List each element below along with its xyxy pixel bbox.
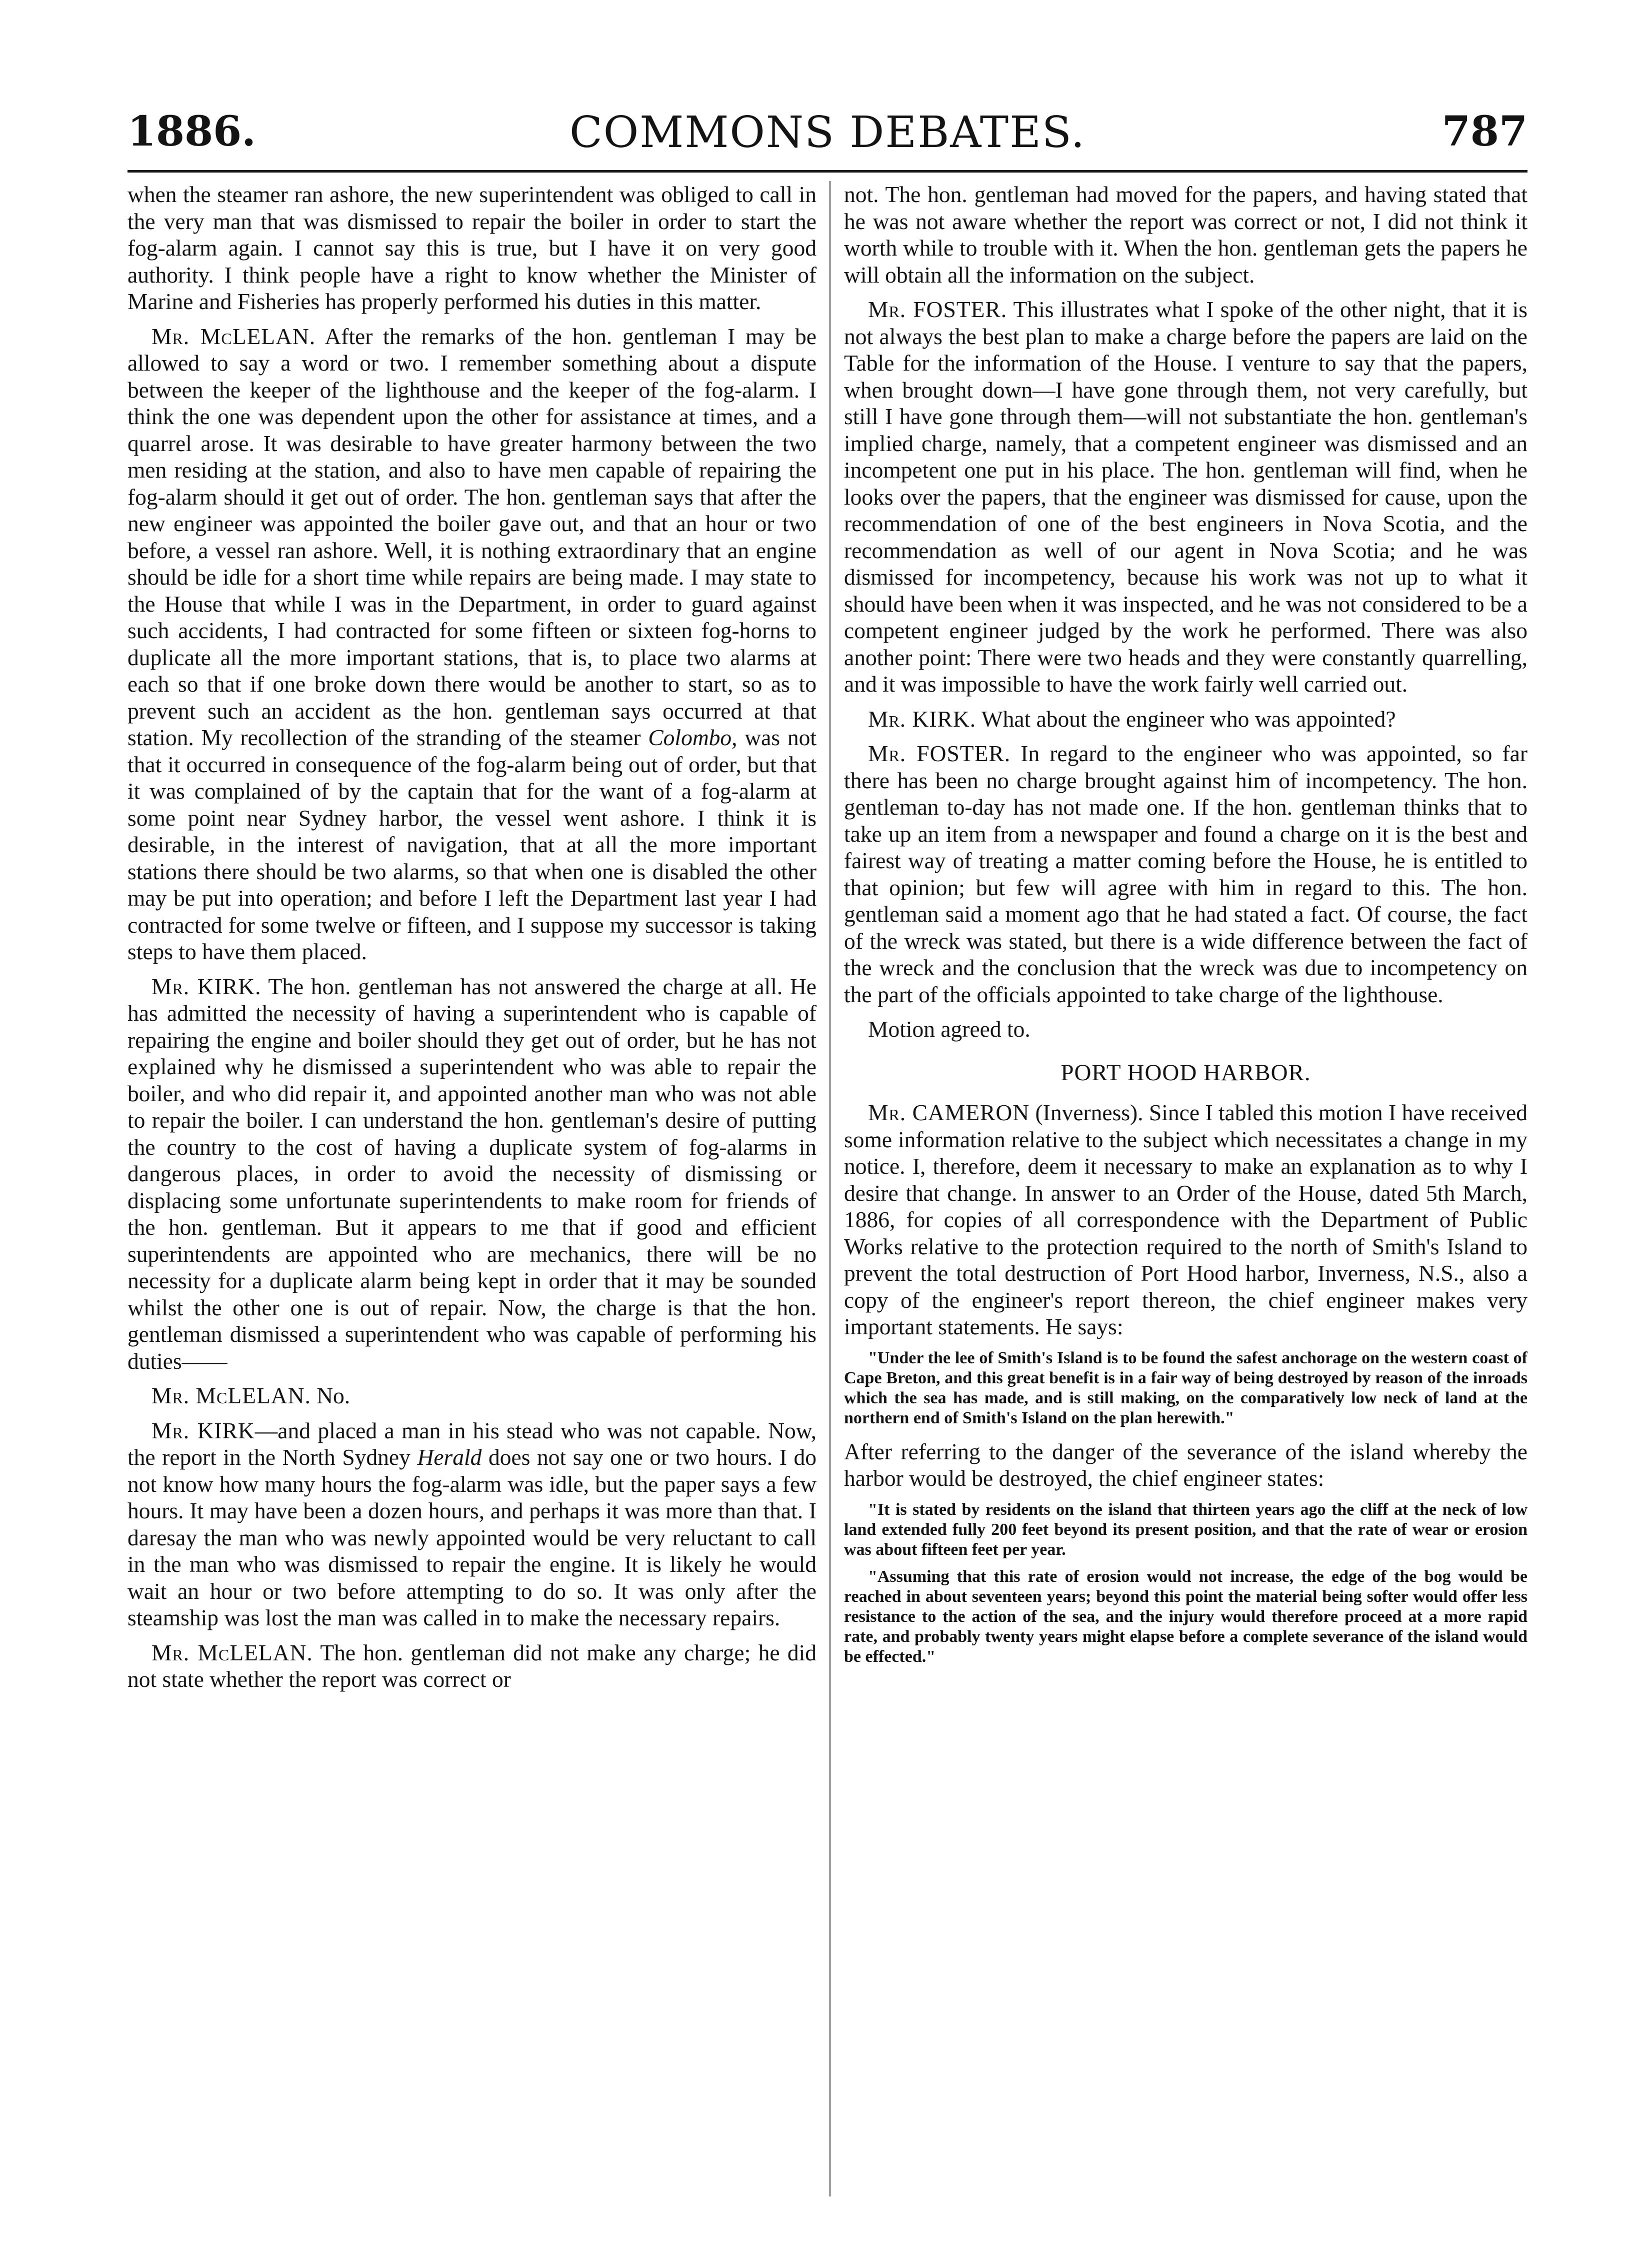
speech-text: In regard to the engineer who was appointed, so far there has been no charge brought against him of incompetency. The hon. gentleman to-day has not made one. If the hon. gentleman thinks that to take up an item from a newspaper and found a charge on it is the best and fairest way of treating a matter coming before the House, he is entitled to that opinion; but few will agree with him in regard to this. The hon. gentleman said a moment ago that he had stated a fact. Of course, the fact of the wreck was stated, but there is a wide difference between the fact of the wreck and the conclusion that the wreck was due to incompetency on the part of the officials appointed to take charge of the lighthouse. [844, 741, 1528, 1007]
newspaper-name: Herald [417, 1444, 482, 1470]
speaker-name: Mr. CAMERON [868, 1100, 1030, 1125]
paragraph: when the steamer ran ashore, the new superintendent was obliged to call in the very man that was dismissed to repair the boiler in order to start the fog-alarm again. I cannot say this is true, but I have it on very good authority. I think people have a right to know whether the Minister of Marine and Fisheries has properly performed his duties in this matter. [128, 182, 816, 314]
motion-result: Motion agreed to. [868, 1016, 1030, 1042]
header-title: COMMONS DEBATES. [569, 108, 1086, 158]
speech-text: The hon. gentleman did not make any charge; he did not state whether the report was correct or [128, 1639, 816, 1692]
paragraph [128, 1639, 816, 1693]
speaker-name: Mr. McLELAN. [152, 1639, 313, 1665]
paragraph [844, 296, 1528, 698]
speaker-name: Mr. McLELAN. [152, 323, 316, 349]
paragraph [128, 1382, 816, 1409]
speaker-name: Mr. FOSTER. [868, 741, 1011, 766]
block-quote: "Assuming that this rate of erosion would not increase, the edge of the bog would be reached in about seventeen years; beyond this point the material being softer would offer less resistance to the action of the sea, and the injury would therefore proceed at a more rapid rate, and probably twenty years might elapse before a complete severance of the island would be effected." [844, 1567, 1528, 1666]
speech-text: does not say one or two hours. I do not know how many hours the fog-alarm was idle, but the paper says a few hours. It may have been a dozen hours, and perhaps it was more than that. I daresay the man who was newly appointed would be very reluctant to call in the man who was dismissed to repair the engine. It is likely he would wait an hour or two before attempting to do so. It was only after the steamship was lost the man was called in to make the necessary repairs. [128, 1444, 816, 1630]
header-year: 1886. [128, 108, 256, 156]
speaker-name: Mr. KIRK. [152, 973, 262, 999]
speech-text: This illustrates what I spoke of the other night, that it is not always the best plan to make a charge before the papers are laid on the Table for the information of the House. I venture to say that the papers, when brought down—I have gone through them, not very carefully, but still I have gone through them—will not substantiate the hon. gentleman's implied charge, namely, that a competent engineer was dismissed and an incompetent one put in his place. The hon. gentleman will find, when he looks over the papers, that the engineer was dismissed for cause, upon the recommendation of one of the best engineers in Nova Scotia, and the recommendation as well of our agent in Nova Scotia; and he was dismissed for incompetency, because his work was not up to what it should have been when it was inspected, and he was not considered to be a competent engineer judged by the work he performed. There was also another point: There were two heads and they were constantly quarrelling, and it was impossible to have the work fairly well carried out. [844, 297, 1528, 697]
left-column [128, 181, 816, 2211]
paragraph: After referring to the danger of the severance of the island whereby the harbor would be destroyed, the chief engineer states: [844, 1438, 1528, 1491]
ship-name: Colombo, [648, 725, 738, 750]
page-header [128, 108, 1528, 168]
header-rule [128, 170, 1528, 173]
right-column [844, 181, 1528, 2211]
speech-text: No. [310, 1383, 350, 1408]
block-quote: "Under the lee of Smith's Island is to be found the safest anchorage on the western coast of Cape Breton, and this great benefit is in a fair way of being destroyed by reason of the inroads which the sea has made, and is still making, on the comparatively low neck of land at the northern end of Smith's Island on the plan herewith." [844, 1348, 1528, 1427]
speaker-name: Mr. KIRK. [868, 706, 976, 732]
paragraph [844, 706, 1528, 733]
speech-text: What about the engineer who was appointed? [976, 706, 1396, 732]
speaker-name: Mr. KIRK [152, 1417, 255, 1443]
block-quote: "It is stated by residents on the island that thirteen years ago the cliff at the neck of low land extended fully 200 feet beyond its present position, and that the rate of wear or erosion was about fifteen feet per year. [844, 1500, 1528, 1559]
speech-text: was not that it occurred in consequence of the fog-alarm being out of order, but that it was complained of by the captain that for the want of a fog-alarm at some point near Sydney harbor, the vessel went ashore. I think it is desirable, in the interest of navigation, that at all the more important stations there should be two alarms, so that when one is disabled the other may be put into operation; and before I left the Department last year I had contracted for some twelve or fifteen, and I suppose my successor is taking steps to have them placed. [128, 725, 816, 964]
paragraph [128, 973, 816, 1375]
speech-text: (Inverness). Since I tabled this motion I have received some information relative to the subject which necessitates a change in my notice. I, therefore, deem it necessary to make an explanation as to why I desire that change. In answer to an Order of the House, dated 5th March, 1886, for copies of all correspondence with the Department of Public Works relative to the protection required to the north of Smith's Island to prevent the total destruction of Port Hood harbor, Inverness, N.S., also a copy of the engineer's report thereon, the chief engineer makes very important statements. He says: [844, 1100, 1528, 1339]
header-page-number: 787 [1442, 108, 1528, 156]
paragraph [128, 323, 816, 965]
paragraph [844, 1099, 1528, 1340]
paragraph [844, 740, 1528, 1008]
speaker-name: Mr. McLELAN. [152, 1383, 311, 1408]
section-title: PORT HOOD HARBOR. [1060, 1059, 1311, 1086]
speech-text: After the remarks of the hon. gentleman I may be allowed to say a word or two. I remember something about a dispute between the keeper of the lighthouse and the keeper of the fog-alarm. I think the one was dependent upon the other for assistance at times, and a quarrel arose. It was desirable to have greater harmony between the two men residing at the station, and also to have men capable of repairing the fog-alarm should it get out of order. The hon. gentleman says that after the new engineer was appointed the boiler gave out, and that an hour or two before, a vessel ran ashore. Well, it is nothing extraordinary that an engine should be idle for a short time while repairs are being made. I may state to the House that while I was in the Department, in order to guard against such accidents, I had contracted for some fifteen or sixteen fog-horns to duplicate all the more important stations, that is, to place two alarms at each so that if one broke down there would be another to start, so as to prevent such an accident as the hon. gentleman says occurred at that station. My recollection of the stranding of the steamer [128, 323, 816, 750]
paragraph: not. The hon. gentleman had moved for the papers, and having stated that he was not aware whether the report was correct or not, I did not think it worth while to trouble with it. When the hon. gentleman gets the papers he will obtain all the information on the subject. [844, 182, 1528, 288]
paragraph [128, 1417, 816, 1631]
speech-text: —and placed a man in his stead who was not capable. Now, the report in the North Sydney [128, 1417, 816, 1470]
speaker-name: Mr. FOSTER. [868, 297, 1008, 322]
speech-text: The hon. gentleman has not answered the charge at all. He has admitted the necessity of having a superintendent who is capable of repairing the engine and boiler should they get out of order, but he has not explained why he dismissed a superintendent who was able to repair the boiler, and who did repair it, and appointed another man who was not able to repair the boiler. I can understand the hon. gentleman's desire of putting the country to the cost of having a duplicate system of fog-alarms in dangerous places, in order to avoid the necessity of dismissing or displacing some unfortunate superintendents to make room for friends of the hon. gentleman. But it appears to me that if good and efficient superintendents are appointed who are mechanics, there will be no necessity for a duplicate alarm being kept in order that it may be sounded whilst the other one is out of repair. Now, the charge is that the hon. gentleman dismissed a superintendent who was capable of performing his duties—— [128, 973, 816, 1374]
